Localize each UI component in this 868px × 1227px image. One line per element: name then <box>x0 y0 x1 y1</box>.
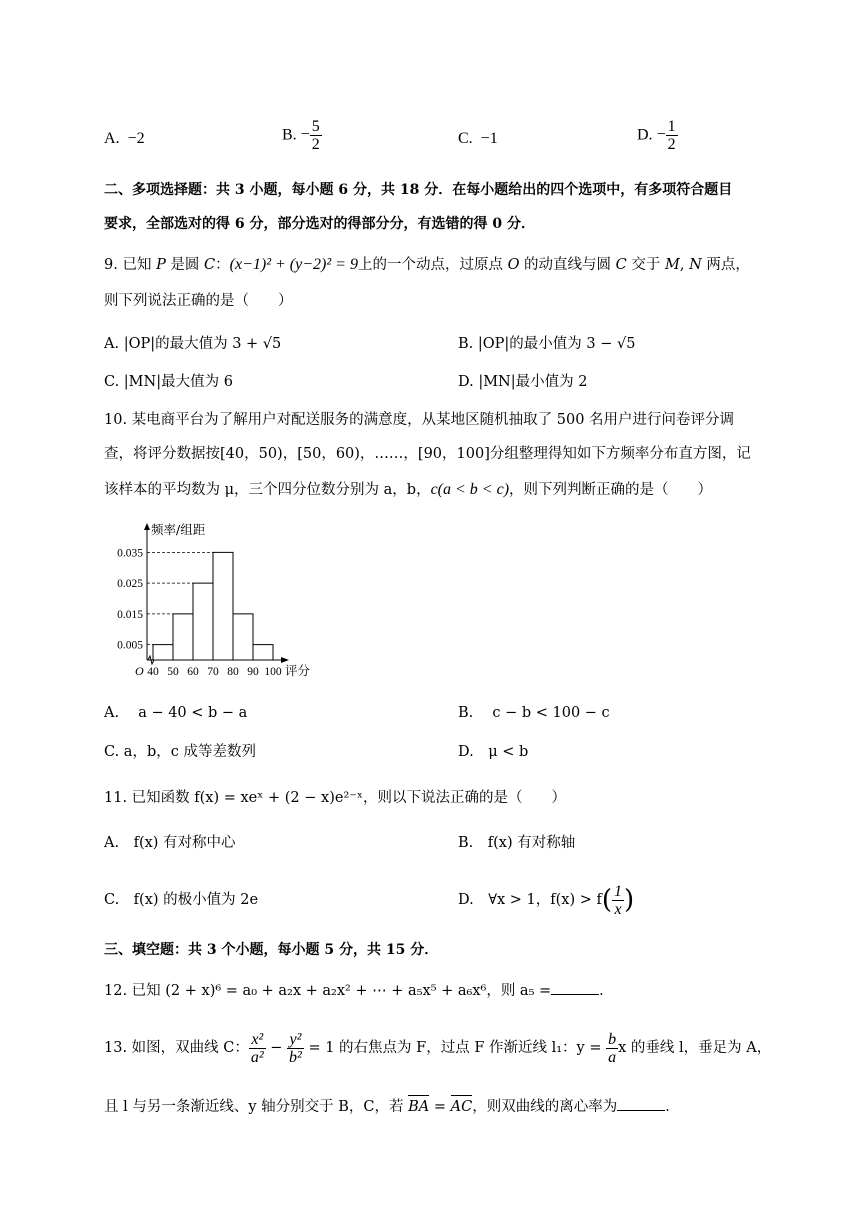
histogram-bar <box>213 552 233 660</box>
x-axis-title: 评分 <box>285 663 311 678</box>
q12-answer-blank <box>551 980 599 995</box>
x-tick-label: 50 <box>167 666 179 678</box>
q8-option-c: C. −1 <box>458 130 498 147</box>
q9-option-b: B. |OP|的最小值为 3 − √5 <box>458 336 636 352</box>
x-tick-label: 60 <box>187 666 199 678</box>
q11-option-a: A. f(x) 有对称中心 <box>104 835 236 851</box>
q8-option-a: A. −2 <box>104 130 145 147</box>
x-tick-label: 80 <box>227 666 239 678</box>
y-axis-title: 频率/组距 <box>151 522 206 537</box>
q13-answer-blank <box>617 1096 665 1111</box>
q12-stem: 12. 已知 (2 + x)⁶ = a₀ + a₂x + a₂x² + ⋯ + a₅x⁵ + a₆x⁶，则 a₅ = ． <box>104 980 614 1001</box>
histogram-bar <box>153 645 173 660</box>
x-tick-label: 70 <box>207 666 219 678</box>
q10-stem-line2: 查，将评分数据按[40，50)，[50，60)，……，[90，100]分组整理得知如下方频率分布直方图，记 <box>104 446 751 462</box>
x-tick-label: 100 <box>264 666 282 678</box>
x-tick-label: 40 <box>147 666 159 678</box>
q11-option-d: D. ∀x > 1，f(x) > f( $\frac{1}{x}$ ) <box>458 882 635 918</box>
q13-stem-line2: 且 l 与另一条渐近线、y 轴分别交于 B，C，若 BA = AC，则双曲线的离心率为 ． <box>104 1096 680 1117</box>
q11-option-b: B. f(x) 有对称轴 <box>458 835 576 851</box>
histogram-bar <box>233 614 253 660</box>
origin-label: O <box>135 664 144 678</box>
q9-stem-line1: 9. 已知 P 是圆 C：(x−1)² + (y−2)² = 9上的一个动点，过原点 O 的动直线与圆 C 交于 M, N 两点， <box>104 256 750 273</box>
y-tick-label: 0.005 <box>117 639 143 652</box>
q9-option-c: C. |MN|最大值为 6 <box>104 374 233 390</box>
vector-ac: AC <box>450 1099 473 1115</box>
section3-header: 三、填空题：共 3 个小题，每小题 5 分，共 15 分． <box>104 942 439 958</box>
q11-stem: 11. 已知函数 f(x) = xeˣ + (2 − x)e²⁻ˣ，则以下说法正确的是（ ） <box>104 790 567 806</box>
q8-option-b: B. − $\frac{5}{2}$ <box>282 118 320 153</box>
q10-option-a: A. a − 40 < b − a <box>104 705 248 721</box>
q10-option-c: C. a，b，c 成等差数列 <box>104 744 256 760</box>
q10-option-d: D. μ < b <box>458 744 529 760</box>
q11-option-c: C. f(x) 的极小值为 2e <box>104 892 259 908</box>
q13-stem-line1: 13. 如图，双曲线 C： $\frac{\text{x²}}{\text{a²}}$ − $\frac{\text{y²}}{\text{b²}}$ = 1 的右焦点为 F，过点 F 作渐近线 l₁：y = $\frac{b}{a}$ x 的垂线 l，垂足为 A， <box>104 1030 772 1066</box>
y-axis-arrow <box>144 523 150 530</box>
section2-line1: 二、多项选择题：共 3 小题，每小题 6 分，共 18 分．在每小题给出的四个选项中，有多项符合题目 <box>104 182 733 198</box>
q10-stem-line3: 该样本的平均数为 μ，三个四分位数分别为 a，b，c(a < b < c)，则下列判断正确的是（ ） <box>104 481 713 498</box>
histogram-bar <box>173 614 193 660</box>
q10-option-b: B. c − b < 100 − c <box>458 705 610 721</box>
q8-option-d: D. − $\frac{1}{2}$ <box>637 118 676 153</box>
histogram-bar <box>193 583 213 660</box>
q9-option-d: D. |MN|最小值为 2 <box>458 374 588 390</box>
y-tick-label: 0.015 <box>117 608 143 621</box>
y-tick-label: 0.025 <box>117 578 143 591</box>
vector-ba: BA <box>408 1099 430 1115</box>
y-tick-label: 0.035 <box>117 547 143 560</box>
q10-stem-line1: 10. 某电商平台为了解用户对配送服务的满意度，从某地区随机抽取了 500 名用户进行问卷评分调 <box>104 412 735 428</box>
q9-stem-line2: 则下列说法正确的是（ ） <box>104 293 293 309</box>
x-tick-label: 90 <box>247 666 259 678</box>
q9-option-a: A. |OP|的最大值为 3 + √5 <box>104 336 282 352</box>
histogram-bar <box>253 645 273 660</box>
section2-line2: 要求，全部选对的得 6 分，部分选对的得部分分，有选错的得 0 分． <box>104 216 535 232</box>
frequency-histogram <box>95 520 325 685</box>
